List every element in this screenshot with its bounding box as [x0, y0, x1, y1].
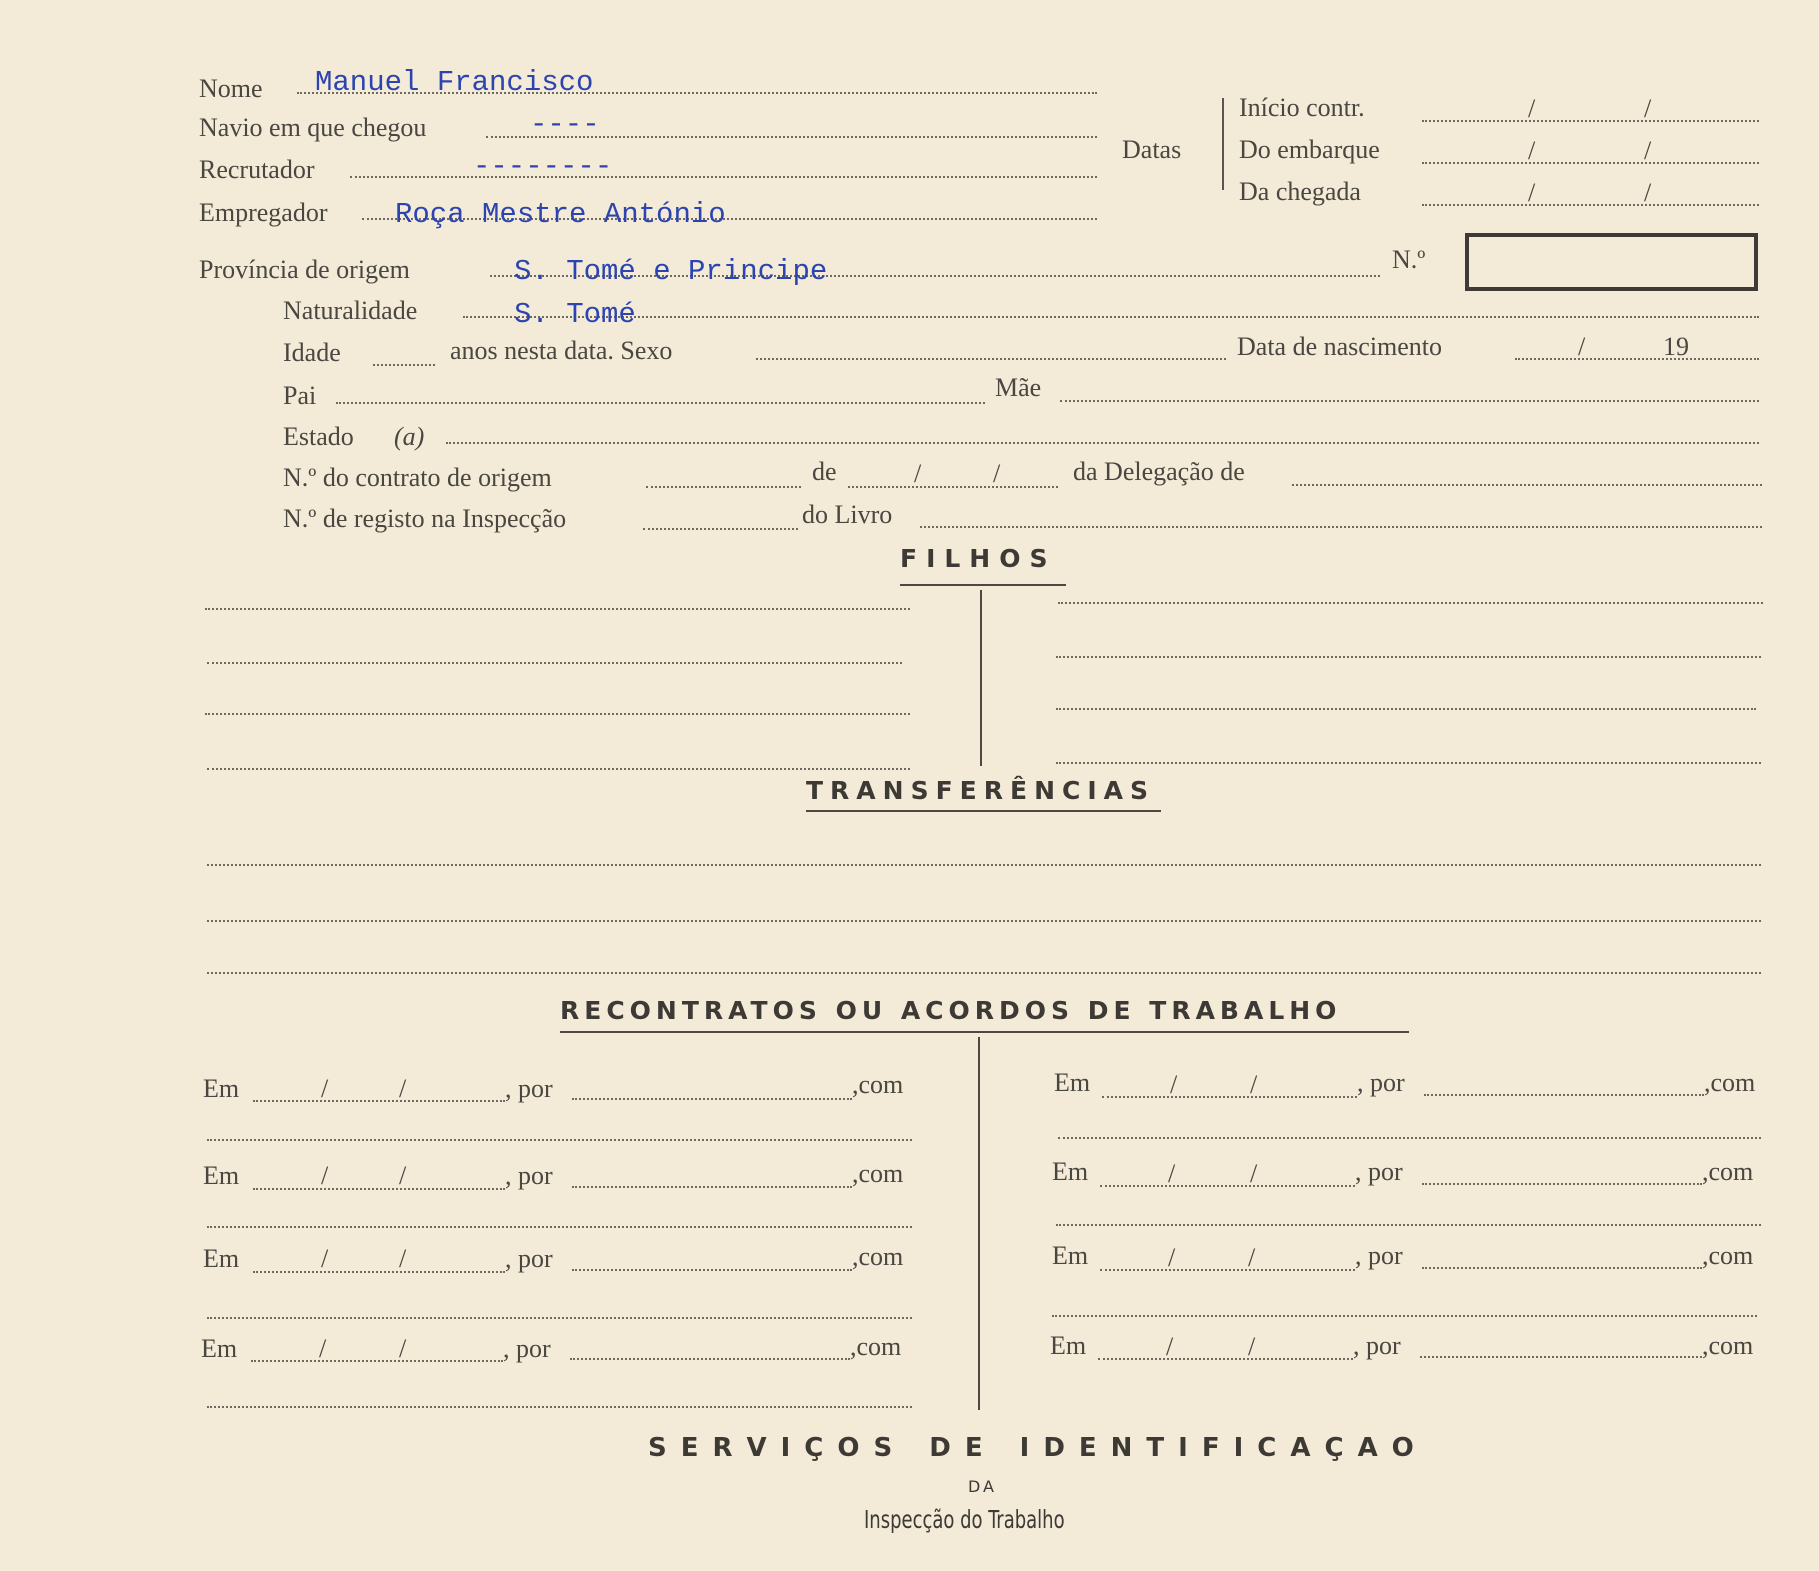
por-line [1424, 1094, 1704, 1096]
empregador-value: Roça Mestre António [395, 198, 726, 231]
por-line [1422, 1183, 1702, 1185]
estado-note: (a) [394, 422, 425, 451]
por-label: , por [505, 1161, 553, 1190]
em-label: Em [1052, 1157, 1089, 1186]
com-label: ,com [852, 1070, 904, 1099]
em-slash-1: / [1170, 1070, 1178, 1099]
livro-line [920, 526, 1762, 528]
com-line [1058, 1137, 1761, 1139]
por-label: , por [505, 1074, 553, 1103]
em-slash-1: / [321, 1074, 329, 1103]
chegada-slash-2: / [1644, 178, 1652, 207]
com-label: ,com [1704, 1068, 1756, 1097]
provincia-label: Província de origem [199, 255, 410, 284]
transferencias-heading: TRANSFERÊNCIAS [806, 776, 1155, 805]
navio-label: Navio em que chegou [199, 113, 427, 142]
datas-label: Datas [1122, 135, 1182, 164]
por-line [1420, 1356, 1702, 1358]
com-label: ,com [852, 1242, 904, 1271]
sexo-line [756, 358, 1226, 360]
contrato-line [646, 486, 801, 488]
em-label: Em [1054, 1068, 1091, 1097]
filhos-right-line-2 [1056, 656, 1761, 658]
nascimento-year: 19 [1663, 332, 1689, 361]
em-slash-2: / [399, 1074, 407, 1103]
em-date-line [253, 1100, 505, 1102]
datas-brace [1222, 98, 1224, 190]
em-date-line [253, 1188, 505, 1190]
filhos-heading: FILHOS [900, 544, 1057, 573]
delegacao-label: da Delegação de [1073, 457, 1245, 486]
em-slash-2: / [399, 1334, 407, 1363]
em-label: Em [1052, 1241, 1089, 1270]
numero-label: N.º [1392, 245, 1426, 274]
empregador-label: Empregador [199, 198, 328, 227]
footer-org: Inspecção do Trabalho [864, 1505, 1065, 1534]
idade-line [373, 364, 435, 366]
em-slash-2: / [399, 1244, 407, 1273]
em-label: Em [203, 1074, 240, 1103]
com-line [1056, 1224, 1761, 1226]
filhos-left-line-3 [205, 713, 910, 715]
contrato-de: de [812, 457, 837, 486]
registo-line [643, 528, 798, 530]
em-slash-1: / [321, 1244, 329, 1273]
por-label: , por [1355, 1157, 1403, 1186]
em-date-line [1100, 1185, 1355, 1187]
por-line [572, 1269, 852, 1271]
numero-box [1465, 233, 1758, 291]
com-label: ,com [1702, 1331, 1754, 1360]
nome-value: Manuel Francisco [315, 66, 594, 99]
transferencias-line-2 [207, 920, 1761, 922]
em-slash-1: / [319, 1334, 327, 1363]
por-line [572, 1098, 852, 1100]
em-date-line [1098, 1358, 1353, 1360]
footer-title: SERVIÇOS DE IDENTIFICAÇAO [648, 1433, 1428, 1463]
nascimento-slash: / [1578, 332, 1586, 361]
transferencias-line-1 [207, 864, 1761, 866]
em-label: Em [201, 1334, 238, 1363]
idade-suffix: anos nesta data. Sexo [450, 336, 673, 365]
em-date-line [1100, 1269, 1355, 1271]
embarque-slash-1: / [1528, 136, 1536, 165]
por-label: , por [1357, 1068, 1405, 1097]
em-slash-1: / [1166, 1332, 1174, 1361]
em-label: Em [1050, 1331, 1087, 1360]
estado-line [446, 442, 1759, 444]
footer-sub: DA [968, 1477, 997, 1496]
navio-value: ---- [530, 108, 600, 141]
por-line [570, 1358, 850, 1360]
em-slash-1: / [1168, 1159, 1176, 1188]
inicio-slash-2: / [1644, 94, 1652, 123]
provincia-value: S. Tomé e Principe [514, 255, 828, 288]
naturalidade-line [463, 316, 1759, 318]
com-line [207, 1317, 912, 1319]
recrutador-value: -------- [473, 150, 613, 183]
com-line [207, 1226, 912, 1228]
chegada-line [1422, 204, 1759, 206]
pai-line [336, 402, 985, 404]
filhos-right-line-3 [1056, 708, 1756, 710]
em-slash-1: / [321, 1161, 329, 1190]
em-label: Em [203, 1244, 240, 1273]
contrato-slash-1: / [914, 459, 922, 488]
contrato-date-line [848, 486, 1058, 488]
com-label: ,com [852, 1159, 904, 1188]
em-date-line [253, 1271, 505, 1273]
pai-label: Pai [283, 381, 317, 410]
por-line [572, 1186, 852, 1188]
filhos-left-line-1 [205, 608, 910, 610]
em-slash-1: / [1168, 1243, 1176, 1272]
filhos-right-line-4 [1056, 762, 1761, 764]
filhos-underline [900, 584, 1066, 586]
em-label: Em [203, 1161, 240, 1190]
com-label: ,com [1702, 1241, 1754, 1270]
embarque-label: Do embarque [1239, 135, 1380, 164]
filhos-left-line-4 [207, 768, 910, 770]
com-line [207, 1139, 912, 1141]
transferencias-line-3 [207, 972, 1761, 974]
livro-label: do Livro [802, 500, 893, 529]
naturalidade-label: Naturalidade [283, 296, 418, 325]
por-label: , por [503, 1334, 551, 1363]
filhos-divider [980, 590, 982, 766]
transferencias-underline [806, 810, 1161, 812]
recrutador-line [350, 176, 1097, 178]
recontratos-underline [560, 1031, 1409, 1033]
com-line [207, 1406, 912, 1408]
registo-label: N.º de registo na Inspecção [283, 504, 567, 533]
contrato-slash-2: / [993, 459, 1001, 488]
por-label: , por [1353, 1331, 1401, 1360]
idade-label: Idade [283, 338, 341, 367]
nascimento-line [1515, 358, 1759, 360]
chegada-label: Da chegada [1239, 177, 1361, 206]
filhos-right-line-1 [1058, 602, 1763, 604]
recrutador-label: Recrutador [199, 155, 315, 184]
contrato-label: N.º do contrato de origem [283, 463, 552, 492]
nascimento-label: Data de nascimento [1237, 332, 1443, 361]
delegacao-line [1292, 484, 1762, 486]
mae-label: Mãe [995, 373, 1042, 402]
em-slash-2: / [399, 1161, 407, 1190]
recontratos-heading: RECONTRATOS OU ACORDOS DE TRABALHO [560, 996, 1342, 1025]
em-slash-2: / [1248, 1243, 1256, 1272]
com-label: ,com [850, 1332, 902, 1361]
em-slash-2: / [1250, 1159, 1258, 1188]
inicio-label: Início contr. [1239, 93, 1365, 122]
por-label: , por [1355, 1241, 1403, 1270]
recontratos-divider [978, 1037, 980, 1410]
embarque-line [1422, 162, 1759, 164]
inicio-line [1422, 120, 1759, 122]
naturalidade-value: S. Tomé [514, 298, 636, 331]
nome-label: Nome [199, 74, 263, 103]
chegada-slash-1: / [1528, 178, 1536, 207]
mae-line [1060, 400, 1759, 402]
com-line [1052, 1315, 1757, 1317]
inicio-slash-1: / [1528, 94, 1536, 123]
em-date-line [1102, 1096, 1357, 1098]
com-label: ,com [1702, 1157, 1754, 1186]
filhos-left-line-2 [207, 662, 902, 664]
em-date-line [251, 1360, 503, 1362]
estado-label: Estado [283, 422, 354, 451]
embarque-slash-2: / [1644, 136, 1652, 165]
em-slash-2: / [1248, 1332, 1256, 1361]
por-label: , por [505, 1244, 553, 1273]
em-slash-2: / [1250, 1070, 1258, 1099]
por-line [1422, 1267, 1702, 1269]
